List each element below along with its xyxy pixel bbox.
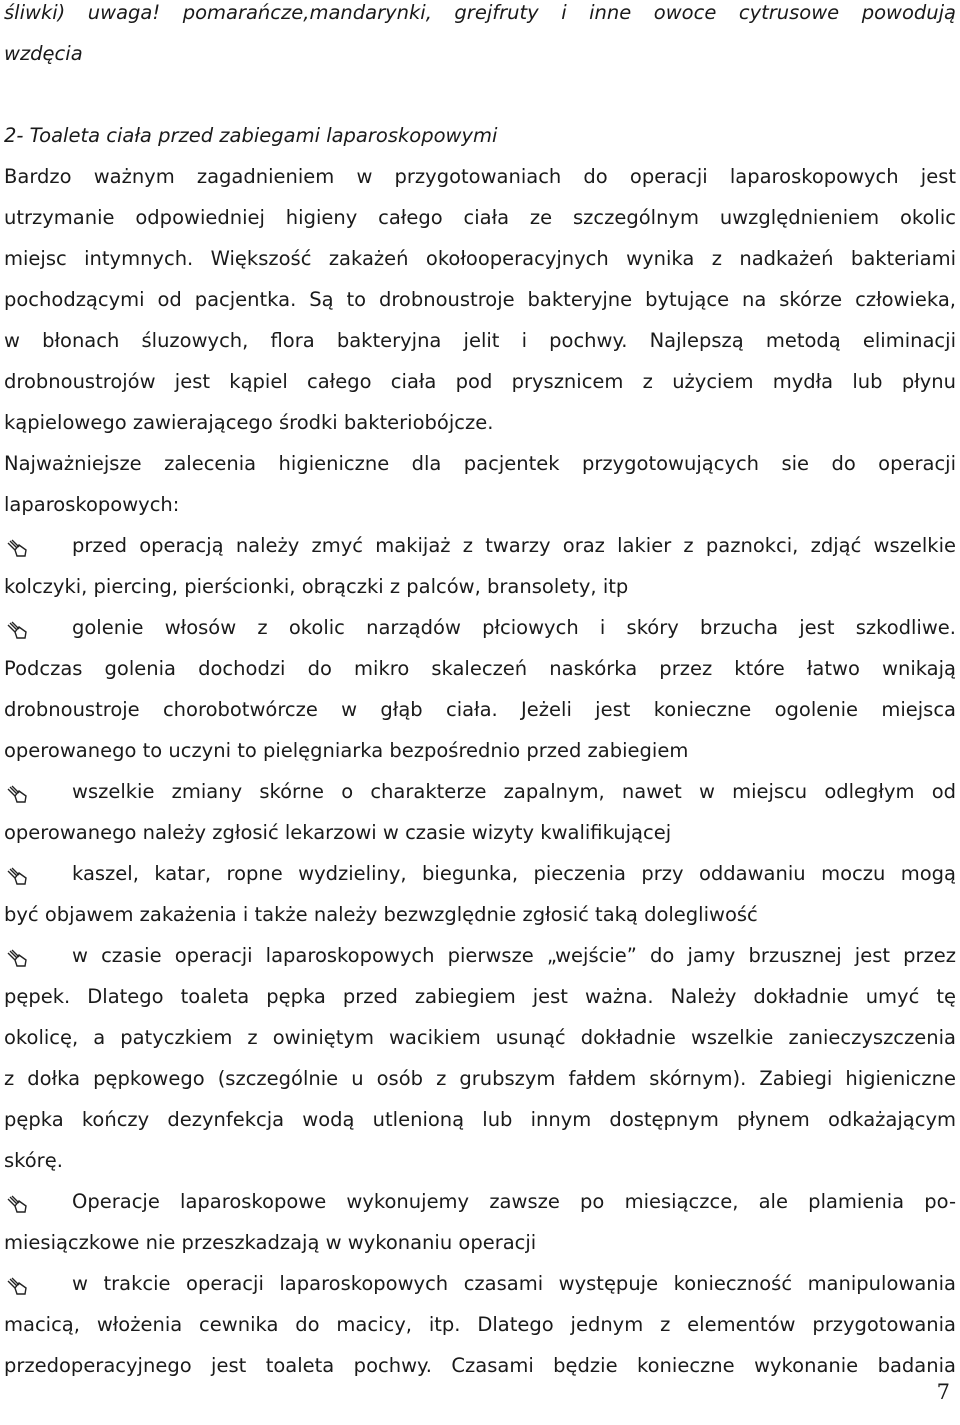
paragraph-line: kąpielowego zawierającego środki bakteriobójcze. [4,411,494,434]
intro-line-1: śliwki) uwaga! pomarańcze,mandarynki, grejfruty i inne owoce cytrusowe powodują [4,1,956,24]
bullet-continuation: skórę. [4,1149,63,1172]
bullet-first-line: wszelkie zmiany skórne o charakterze zapalnym, nawet w miejscu odległym od [72,780,956,803]
bullet-continuation: drobnoustroje chorobotwórcze w głąb ciała. Jeżeli jest konieczne ogolenie miejsca [4,698,956,721]
bullet-first-line: Operacje laparoskopowe wykonujemy zawsze po miesiączce, ale plamienia po- [72,1190,956,1213]
paragraph-line: miejsc intymnych. Większość zakażeń okołooperacyjnych wynika z nadkażeń bakteriami [4,247,956,270]
intro-line-2: wzdęcia [4,42,83,65]
bullet-continuation: przedoperacyjnego jest toaleta pochwy. Czasami będzie konieczne wykonanie badania [4,1354,956,1377]
paragraph-line: laparoskopowych: [4,493,180,516]
page-number: 7 [936,1380,950,1404]
paragraph-line: w błonach śluzowych, flora bakteryjna jelit i pochwy. Najlepszą metodą eliminacji [4,329,956,352]
section-heading: 2- Toaleta ciała przed zabiegami laparoskopowymi [4,124,498,147]
hand-pointer-icon [6,865,28,887]
bullet-first-line: przed operacją należy zmyć makijaż z twarzy oraz lakier z paznokci, zdjąć wszelkie [72,534,956,557]
bullet-continuation: pępek. Dlatego toaleta pępka przed zabiegiem jest ważna. Należy dokładnie umyć tę [4,985,956,1008]
hand-pointer-icon [6,783,28,805]
hand-pointer-icon [6,1275,28,1297]
hand-pointer-icon [6,947,28,969]
bullet-continuation: być objawem zakażenia i także należy bezwzględnie zgłosić taką dolegliwość [4,903,758,926]
bullet-first-line: w czasie operacji laparoskopowych pierwsze „wejście” do jamy brzusznej jest przez [72,944,956,967]
paragraph-line: Najważniejsze zalecenia higieniczne dla pacjentek przygotowujących sie do operacji [4,452,956,475]
hand-pointer-icon [6,1193,28,1215]
hand-pointer-icon [6,619,28,641]
bullet-first-line: w trakcie operacji laparoskopowych czasami występuje konieczność manipulowania [72,1272,956,1295]
paragraph-line: pochodzącymi od pacjentka. Są to drobnoustroje bakteryjne bytujące na skórze człowieka, [4,288,956,311]
bullet-first-line: golenie włosów z okolic narządów płciowych i skóry brzucha jest szkodliwe. [72,616,956,639]
bullet-continuation: pępka kończy dezynfekcja wodą utlenioną lub innym dostępnym płynem odkażającym [4,1108,956,1131]
hand-pointer-icon [6,537,28,559]
paragraph-line: utrzymanie odpowiedniej higieny całego ciała ze szczególnym uwzględnieniem okolic [4,206,956,229]
bullet-continuation: macicą, włożenia cewnika do macicy, itp. Dlatego jednym z elementów przygotowania [4,1313,956,1336]
bullet-first-line: kaszel, katar, ropne wydzieliny, biegunka, pieczenia przy oddawaniu moczu mogą [72,862,956,885]
bullet-continuation: z dołka pępkowego (szczególnie u osób z grubszym fałdem skórnym). Zabiegi higieniczne [4,1067,956,1090]
bullet-continuation: miesiączkowe nie przeszkadzają w wykonaniu operacji [4,1231,537,1254]
paragraph-line: Bardzo ważnym zagadnieniem w przygotowaniach do operacji laparoskopowych jest [4,165,956,188]
bullet-continuation: kolczyki, piercing, pierścionki, obrączki z palców, bransolety, itp [4,575,629,598]
bullet-continuation: operowanego to uczyni to pielęgniarka bezpośrednio przed zabiegiem [4,739,689,762]
bullet-continuation: okolicę, a patyczkiem z owiniętym wacikiem usunąć dokładnie wszelkie zanieczyszczenia [4,1026,956,1049]
paragraph-line: drobnoustrojów jest kąpiel całego ciała pod prysznicem z użyciem mydła lub płynu [4,370,956,393]
bullet-continuation: operowanego należy zgłosić lekarzowi w czasie wizyty kwalifikującej [4,821,672,844]
bullet-continuation: Podczas golenia dochodzi do mikro skaleczeń naskórka przez które łatwo wnikają [4,657,956,680]
